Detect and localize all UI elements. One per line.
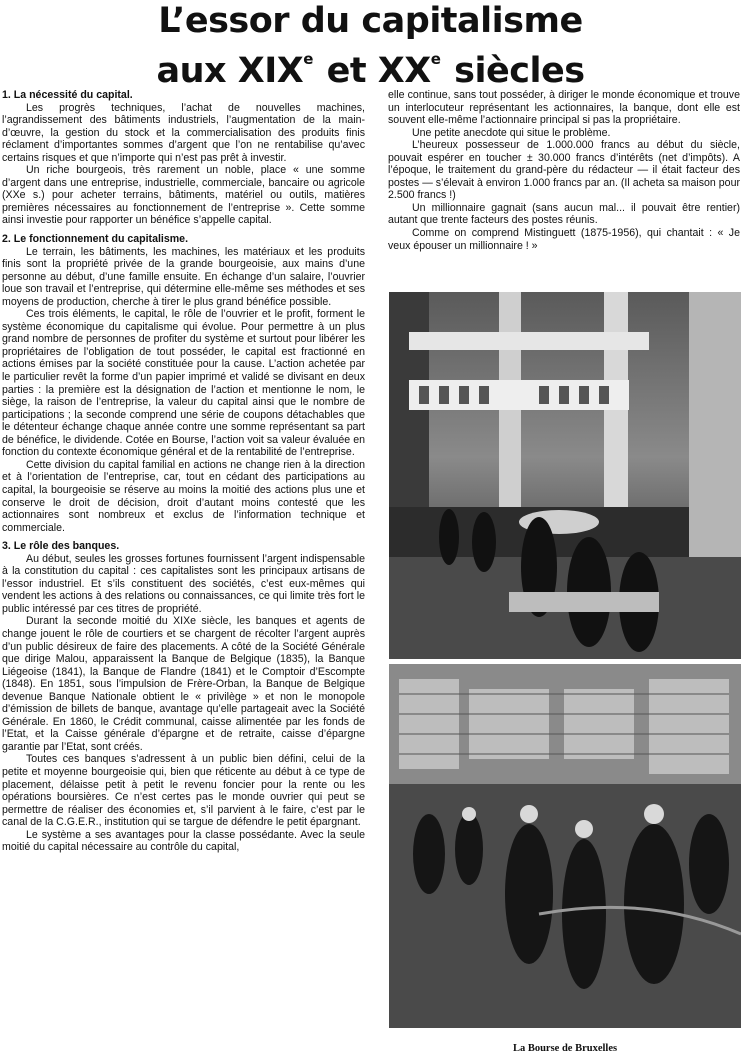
paragraph: Le système a ses avantages pour la classe possédante. Avec la seule moitié du capital nécessaire au contrôle du capital, [2, 828, 365, 854]
paragraph: Une petite anecdote qui situe le problème. [412, 126, 611, 139]
photo-image [389, 664, 741, 1028]
title-line-1: L’essor du capitalisme [158, 1, 583, 41]
section-heading-3: 3. Le rôle des banques. [2, 540, 120, 553]
paragraph: elle continue, sans tout posséder, à diriger le monde économique et trouve un interlocuteur représentant les actionnaires, la banque, dont elle est souvent elle-même l’actionnaire principal si pas la propriétaire. [388, 89, 740, 127]
title-line-2: aux XIXe et XXe siècles [156, 50, 585, 91]
photo-caption: La Bourse de Bruxelles [512, 1043, 618, 1054]
paragraph: Un millionnaire gagnait (sans aucun mal... il pouvait être rentier) autant que trente facteurs des postes réunis. [388, 201, 740, 227]
paragraph: Toutes ces banques s’adressent à un public bien défini, celui de la petite et moyenne bourgeoisie qui, bien que réticente au début à ce type de placement, délaisse petit à petit le revenu foncier pour la rente ou les opérations boursières. Ce n’est certes pas le monde ouvrier qui peut se permettre de réaliser des économies et, s’il parvient à le faire, c’est par le canal de la C.G.E.R., institution qui se targue de défendre le petit épargnant. [2, 753, 365, 829]
bourse-photo-floor [389, 664, 741, 1028]
paragraph: Durant la seconde moitié du XIXe siècle, les banques et agents de change jouent le rôle de courtiers et se chargent de récolter l’argent auprès d’un public désireux de faire des placements. A côté de la Société Générale que dirige Malou, apparaissent la Banque de Belgique (1835), la Banque Liégeoise (1841), la Banque de Flandre (1841) et le Comptoir d’Escompte (1848). En 1851, sous l’impulsion de Frère-Orban, la Banque de Belgique devenue Banque Nationale obtient le « privilège » et non le monopole d’émission de billets de banque, avantage qu’elle partageait avec la Société Générale. En 1860, le Crédit communal, caisse alimentée par les fonds de l’Etat, et la Caisse générale d’épargne et de retraite, caisse d’épargne garantie par l’Etat, sont créés. [2, 615, 365, 753]
section-heading-1: 1. La nécessité du capital. [2, 89, 133, 101]
paragraph: Les progrès techniques, l’achat de nouvelles machines, l’agrandissement des bâtiments industriels, l’augmentation de la main-d’œuvre, la gestion du stock et la commercialisation des produits finis réclament d’importantes sommes d’argent que l’on ne rentabilise qu’avec certains risques et que n’importe qui n’est pas prêt à investir. [2, 101, 365, 164]
paragraph: Le terrain, les bâtiments, les machines, les matériaux et les produits finis sont la propriété privée de la grande bourgeoisie, aux mains d’une personne au début, d’une famille ensuite. En échange d’un salaire, l’ouvrier loue son travail et l’entreprise, qui détermine elle-même ses méthodes et ses moyens de production, cherche à tirer le plus grand bénéfice possible. [2, 245, 365, 308]
paragraph: Au début, seules les grosses fortunes fournissent l’argent indispensable à la constitution du capital : ces capitalistes sont les principaux artisans de l’essor industriel. Et s’ils constituent des sociétés, c’est eux-mêmes qui vendent les actions à des relations ou connaissances, ce qui limite très fort le public intéressé par ces titres de propriété. [2, 552, 365, 615]
paragraph: L’heureux possesseur de 1.000.000 francs au début du siècle, pouvait espérer en toucher ± 30.000 francs d’intérêts (net d’impôts). A l’époque, le traitement du grand-père du rédacteur — il était facteur des postes — s’élevait à environ 1.000 francs par an. (Il acheta sa maison pour 2.500 francs !) [388, 139, 740, 202]
paragraph: Ces trois éléments, le capital, le rôle de l’ouvrier et le profit, forment le système économique du capitalisme qui évolue. Pour permettre à un plus grand nombre de personnes de profiter du système et surtout pour libérer les propriétaires de l’obligation de tout posséder, le capital est fractionné en actions émises par la société constituée pour la cause. L’action achetée par le particulier revêt la forme d’un papier imprimé et validé se divisant en deux parties : la première est la désignation de l’action et mentionne le nom, le siège, la raison de l’entreprise, la valeur du capital ainsi que le nombre de participations ; la seconde comprend une série de coupons détachables que le détenteur échange chaque année contre une somme représentant sa part de bénéfice, le dividende. Cotée en Bourse, l’action voit sa valeur évaluée en fonction du contexte économique général et de la rentabilité de l’entreprise. [2, 308, 365, 459]
bourse-photo-hall [389, 292, 741, 659]
photo-image [389, 292, 741, 659]
paragraph: Comme on comprend Mistinguett (1875-1956), qui chantait : « Je veux épouser un millionnaire ! » [388, 227, 740, 252]
section-heading-2: 2. Le fonctionnement du capitalisme. [2, 233, 189, 246]
page-title [0, 2, 741, 90]
paragraph: Cette division du capital familial en actions ne change rien à la direction et à l’orientation de l’entreprise, car, tout en cédant des participations au capital, la bourgeoisie se réserve au moins la moitié des actions plus une et conserve le droit de décision, droit d’autant moins contesté que les actionnaires sont nombreux et exclus de l’information technique et commerciale. [2, 458, 365, 534]
paragraph: Un riche bourgeois, très rarement un noble, place « une somme d’argent dans une entreprise, industrielle, commerciale, bancaire ou agricole (XXe s.) pour acheter terrains, bâtiments, matériel ou outils, matières premières nécessaires au fonctionnement de l’entreprise ». Cette somme ainsi investie pour rapporter un bénéfice s’appelle capital. [2, 164, 365, 227]
right-column [388, 89, 740, 252]
left-column [2, 89, 365, 1055]
